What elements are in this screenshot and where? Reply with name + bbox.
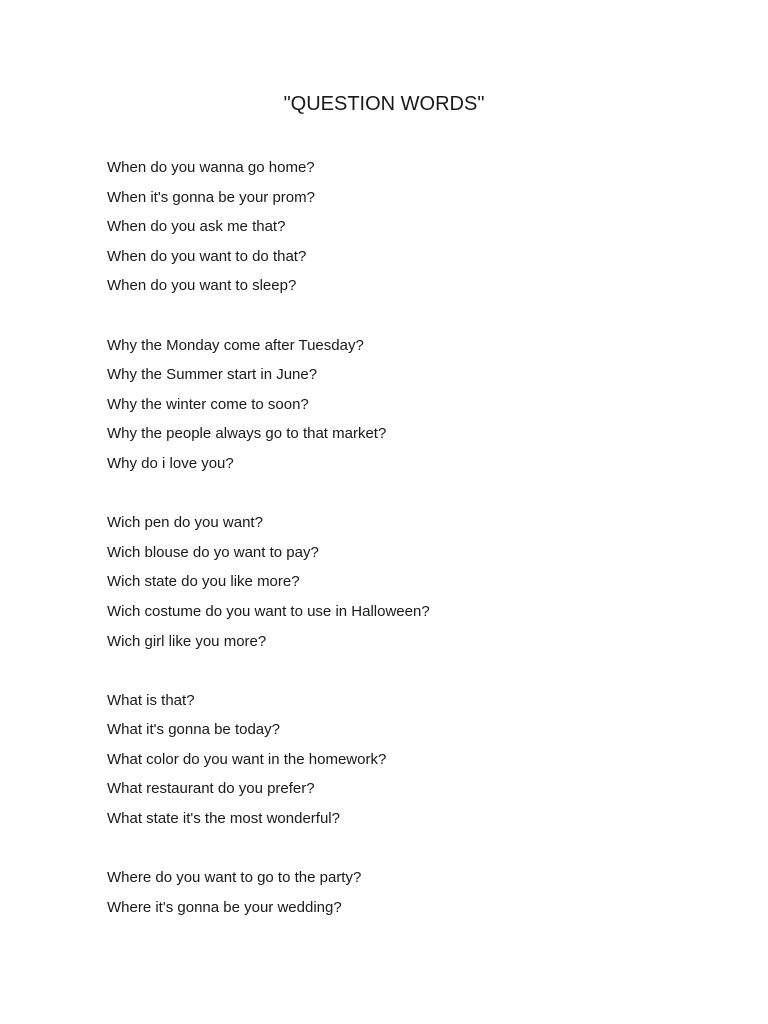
question-group-why <box>107 331 430 479</box>
question-group-where <box>107 863 430 922</box>
question-line: Why the Monday come after Tuesday? <box>107 336 364 354</box>
question-line: Why the Summer start in June? <box>107 366 318 384</box>
question-line: When do you want to do that? <box>107 247 307 265</box>
question-group-when <box>107 153 430 301</box>
question-line: What restaurant do you prefer? <box>107 780 315 798</box>
question-list <box>107 153 430 952</box>
question-line: Wich costume do you want to use in Halloween? <box>107 602 430 620</box>
question-line: Why do i love you? <box>107 454 234 472</box>
question-line: Where it's gonna be your wedding? <box>107 898 342 916</box>
question-line: Why the people always go to that market? <box>107 425 387 443</box>
question-line: What it's gonna be today? <box>107 721 280 739</box>
question-line: When do you ask me that? <box>107 218 286 236</box>
question-line: When do you wanna go home? <box>107 159 315 176</box>
question-line: Wich state do you like more? <box>107 573 300 591</box>
question-line: When do you want to sleep? <box>107 277 297 295</box>
question-line: When it's gonna be your prom? <box>107 188 315 206</box>
question-line: What is that? <box>107 691 195 709</box>
page-title: "QUESTION WORDS" <box>283 93 485 115</box>
question-line: Where do you want to go to the party? <box>107 869 362 887</box>
question-group-what <box>107 686 430 834</box>
question-group-wich <box>107 508 430 656</box>
question-line: What color do you want in the homework? <box>107 750 387 768</box>
question-line: Wich blouse do yo want to pay? <box>107 543 319 561</box>
question-line: What state it's the most wonderful? <box>107 810 340 828</box>
question-line: Wich girl like you more? <box>107 632 267 650</box>
question-line: Wich pen do you want? <box>107 514 263 532</box>
question-line: Why the winter come to soon? <box>107 395 309 413</box>
